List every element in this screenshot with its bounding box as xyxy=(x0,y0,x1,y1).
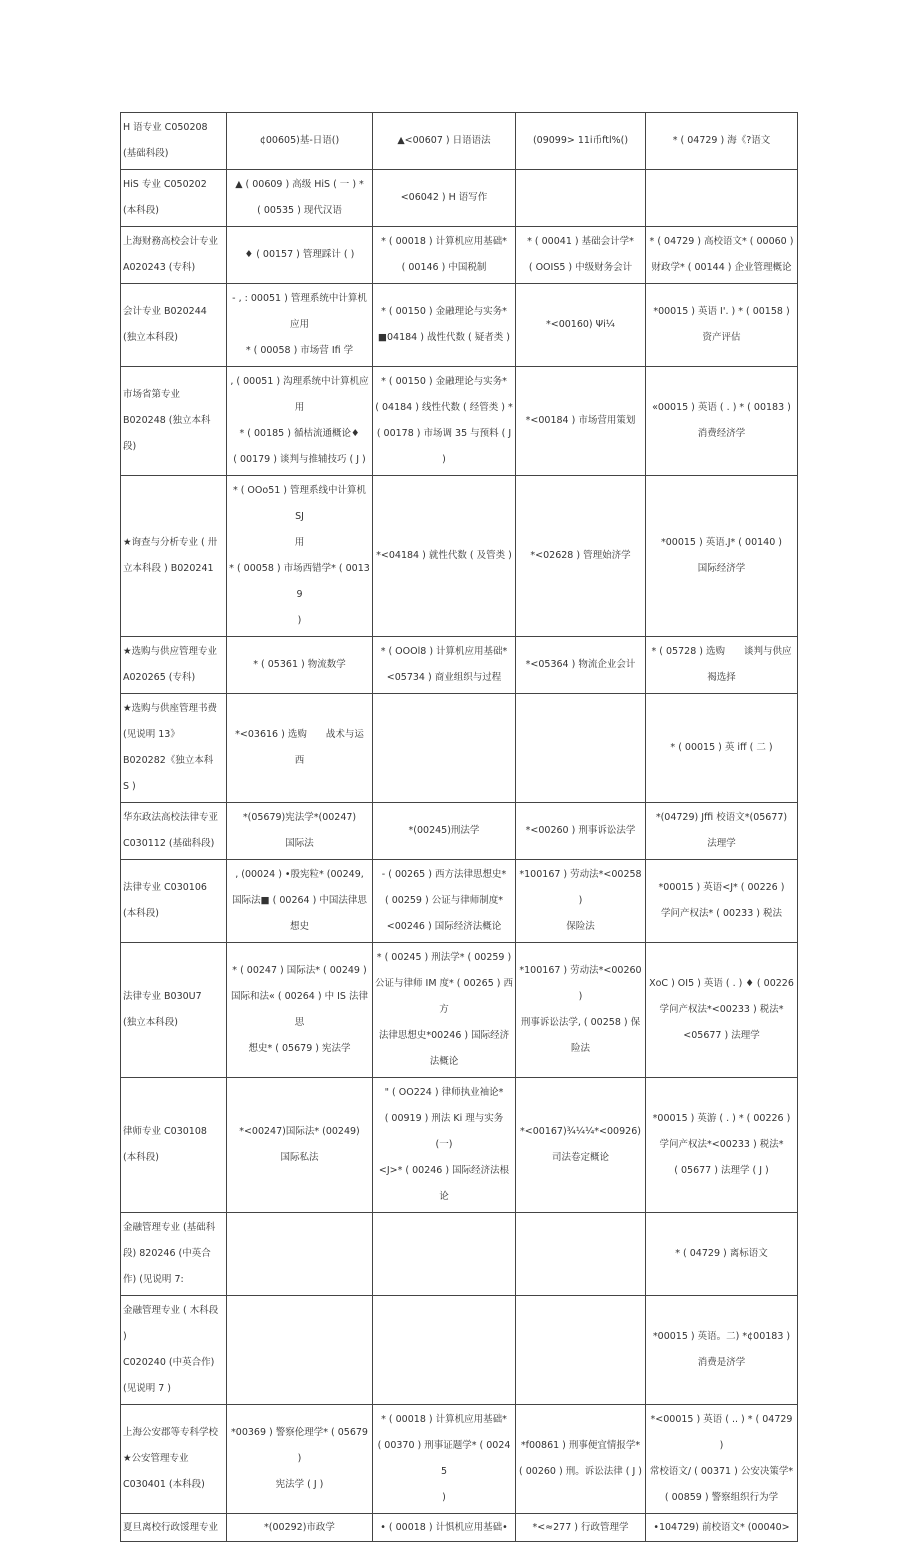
cell-line: * ( 05361 ) 物流数学 xyxy=(253,659,346,670)
course-cell xyxy=(646,367,798,476)
cell-line: ( 00260 ) 刑。诉讼法律 ( J ) xyxy=(519,1466,642,1477)
course-cell xyxy=(227,1213,373,1296)
cell-line: *00015 ) 英语。二) *¢00183 ) xyxy=(652,1331,791,1342)
course-cell xyxy=(646,1514,798,1542)
course-cell xyxy=(646,1296,798,1405)
course-cell xyxy=(227,1514,373,1542)
cell-line: ■04184 ) 战性代数 ( 疑者类 ) xyxy=(378,332,510,343)
cell-line: 消费经济学 xyxy=(697,428,746,439)
cell-line: 保险法 xyxy=(566,921,595,932)
course-cell xyxy=(516,284,646,367)
course-cell xyxy=(516,943,646,1078)
cell-line: * ( 04729 ) 离标语文 xyxy=(675,1248,768,1259)
course-cell xyxy=(646,803,798,860)
cell-line: (见说明 13》 xyxy=(123,729,180,740)
table-row xyxy=(121,1405,798,1514)
cell-line: HiS 专业 C050202 xyxy=(123,179,207,190)
cell-line: ( 00859 ) 警察组织行为学 xyxy=(664,1492,779,1503)
cell-line: 学问产权法* ( 00233 ) 税法 xyxy=(661,908,782,919)
course-cell xyxy=(227,170,373,227)
cell-line: ( 00179 ) 谈判与推辅技巧 ( J ) xyxy=(233,454,366,465)
program-cell xyxy=(121,943,227,1078)
course-cell xyxy=(373,943,516,1078)
program-cell xyxy=(121,860,227,943)
course-cell xyxy=(646,1078,798,1213)
cell-line: (见说明 7 ) xyxy=(123,1383,171,1394)
cell-line: (本科段) xyxy=(123,1152,159,1163)
course-cell xyxy=(516,1514,646,1542)
table-row xyxy=(121,170,798,227)
cell-line: 作) (见说明 7: xyxy=(123,1274,184,1285)
cell-line: * ( 00058 ) 市场营 Ifi 学 xyxy=(245,345,354,356)
cell-line: A020265 (专科) xyxy=(123,672,196,683)
cell-line: , ( 00051 ) 沟理系统中计算机应用 xyxy=(230,376,369,413)
cell-line: ★公安管理专业 xyxy=(123,1453,189,1464)
cell-line: *<00260 ) 刑事诉讼法学 xyxy=(525,825,636,836)
cell-line: * ( 04729 ) 高校语文* ( 00060 ) xyxy=(649,236,794,247)
program-cell xyxy=(121,803,227,860)
cell-line: ) xyxy=(297,615,302,626)
cell-line: 学问产权法*<00233 ) 税法* xyxy=(659,1004,784,1015)
course-cell xyxy=(516,113,646,170)
cell-line: 金融管理专业 ( 木科段 ) xyxy=(123,1305,222,1342)
cell-line: ★选购与供应管理专业 xyxy=(123,646,218,657)
table-row xyxy=(121,1514,798,1542)
program-cell xyxy=(121,367,227,476)
cell-line: , (00024 ) •殷宪粒* (00249, xyxy=(235,869,364,880)
cell-line: 财政学* ( 00144 ) 企业管理概论 xyxy=(651,262,792,273)
course-cell xyxy=(227,803,373,860)
cell-line: *00369 ) 警察伦理学* ( 05679 ) xyxy=(231,1427,371,1464)
cell-line: 华东政法高校法律专亚 xyxy=(123,812,219,823)
course-cell xyxy=(373,367,516,476)
cell-line: 国际私法 xyxy=(280,1152,319,1163)
program-cell xyxy=(121,284,227,367)
cell-line: 国际和法« ( 00264 ) 中 IS 法律思 xyxy=(231,991,368,1028)
course-table xyxy=(120,112,798,1542)
cell-line: *(04729) Jffi 校语文*(05677) xyxy=(655,812,788,823)
cell-line: 律师专业 C030108 xyxy=(123,1126,207,1137)
cell-line: (本科段) xyxy=(123,908,159,919)
cell-line: *00015 ) 英语.J* ( 00140 ) xyxy=(661,537,782,548)
course-cell xyxy=(516,1296,646,1405)
cell-line: *100167 ) 劳动法*<00258 ) xyxy=(519,869,645,906)
course-cell xyxy=(516,694,646,803)
cell-line: (09099> 11i币ftl%() xyxy=(532,135,629,146)
table-row xyxy=(121,943,798,1078)
cell-line: *00015 ) 英游 ( . ) * ( 00226 ) xyxy=(652,1113,791,1124)
program-cell xyxy=(121,170,227,227)
cell-line: *f00861 ) 刑事便宜情报学* xyxy=(520,1440,641,1451)
table-row xyxy=(121,637,798,694)
program-cell xyxy=(121,1213,227,1296)
course-cell xyxy=(516,476,646,637)
table-row xyxy=(121,113,798,170)
program-cell xyxy=(121,113,227,170)
course-cell xyxy=(373,113,516,170)
cell-line: - , : 00051 ) 管理系统中计算机应用 xyxy=(232,293,367,330)
cell-line: S ) xyxy=(123,781,136,792)
course-cell xyxy=(373,637,516,694)
cell-line: *<00160) Ψi¼ xyxy=(546,319,615,330)
cell-line: 国际经济学 xyxy=(697,563,746,574)
cell-line: • ( 00018 ) 计惧机应用基础• xyxy=(380,1521,508,1533)
course-cell xyxy=(646,1213,798,1296)
course-cell xyxy=(373,1213,516,1296)
table-row xyxy=(121,284,798,367)
course-cell xyxy=(646,637,798,694)
cell-line: 法理学 xyxy=(707,838,736,849)
cell-line: 国际法■ ( 00264 ) 中国法律思 xyxy=(232,895,367,906)
cell-line: A020243 (专科) xyxy=(123,262,196,273)
course-cell xyxy=(373,1078,516,1213)
cell-line: 段) 820246 (中英合 xyxy=(123,1248,211,1259)
cell-line: * ( 04729 ) 海《?语文 xyxy=(672,135,771,146)
cell-line: *00015 ) 英语<J* ( 00226 ) xyxy=(658,882,785,893)
table-row xyxy=(121,476,798,637)
cell-line: ( OOIS5 ) 中级财务会计 xyxy=(528,262,633,273)
cell-line: * ( 00150 ) 金融理论与实务* xyxy=(381,376,507,387)
cell-line: 段) xyxy=(123,441,137,452)
program-cell xyxy=(121,227,227,284)
course-cell xyxy=(227,1405,373,1514)
cell-line: •104729) 前校语文* (00040> xyxy=(653,1521,790,1533)
course-cell xyxy=(646,170,798,227)
course-cell xyxy=(646,284,798,367)
cell-line: 上海财務高校会计专业 xyxy=(123,236,219,247)
course-cell xyxy=(227,860,373,943)
course-cell xyxy=(516,1078,646,1213)
course-cell xyxy=(516,803,646,860)
cell-line: (基础科段) xyxy=(123,148,169,159)
cell-line: 法概论 xyxy=(429,1056,459,1067)
cell-line: XoC ) OI5 ) 英语 ( . ) ♦ ( 00226 xyxy=(649,978,794,989)
cell-line: *<00184 ) 市场营用策划 xyxy=(525,415,636,426)
cell-line: C020240 (中英合作) xyxy=(123,1357,215,1368)
cell-line: (本科段) xyxy=(123,205,159,216)
cell-line: ▲ ( 00609 ) 高级 HiS ( 一 ) * xyxy=(235,179,364,190)
course-cell xyxy=(373,1296,516,1405)
cell-line: 论 xyxy=(439,1191,449,1202)
cell-line: 褐选择 xyxy=(707,672,736,683)
cell-line: *(00245)刑法学 xyxy=(408,825,480,836)
cell-line: 法律专业 C030106 xyxy=(123,882,207,893)
cell-line: <06042 ) H 语写作 xyxy=(400,192,488,203)
cell-line: * ( 00015 ) 英 iff ( 二 ) xyxy=(670,742,773,753)
cell-line: * ( 00245 ) 刑法学* ( 00259 ) xyxy=(376,952,512,963)
cell-line: 法律思想史*00246 ) 国际经济 xyxy=(378,1030,510,1041)
cell-line: <00246 ) 国际经济法概论 xyxy=(386,921,502,932)
cell-line: 金融管理专业 (基础科 xyxy=(123,1222,216,1233)
cell-line: * ( 00058 ) 市场西错学* ( 00139 xyxy=(229,563,370,600)
cell-line: B020282《独立本科 xyxy=(123,755,214,766)
cell-line: ( 04184 ) 线性代数 ( 经管类 ) * xyxy=(375,402,513,413)
course-cell xyxy=(373,860,516,943)
course-cell xyxy=(646,113,798,170)
course-cell xyxy=(516,637,646,694)
table-row xyxy=(121,803,798,860)
cell-line: * ( 00247 ) 国际法* ( 00249 ) xyxy=(232,965,367,976)
cell-line: ¢00605)基-日语() xyxy=(259,135,340,146)
cell-line: 西 xyxy=(294,755,305,766)
course-cell xyxy=(227,1296,373,1405)
cell-line: 消费是济学 xyxy=(697,1357,746,1368)
cell-line: *<03616 ) 选购 战术与运 xyxy=(235,729,364,740)
course-cell xyxy=(646,227,798,284)
cell-line: <05734 ) 商业组织与过程 xyxy=(386,672,502,683)
course-cell xyxy=(373,227,516,284)
cell-line: (独立本科段) xyxy=(123,1017,178,1028)
cell-line: <J>* ( 00246 ) 国际经济法根 xyxy=(378,1165,510,1176)
cell-line: *<00247)国际法* (00249) xyxy=(239,1126,360,1137)
table-row xyxy=(121,860,798,943)
cell-line: * ( 00018 ) 计算机应用基础* xyxy=(381,236,507,247)
program-cell xyxy=(121,637,227,694)
cell-line: 常校语文/ ( 00371 ) 公安决策学* xyxy=(649,1466,794,1477)
cell-line: 资产评估 xyxy=(702,332,741,343)
table-row xyxy=(121,1078,798,1213)
course-cell xyxy=(227,367,373,476)
cell-line: * ( 05728 ) 选购 谈判与供应 xyxy=(651,646,792,657)
program-cell xyxy=(121,1078,227,1213)
course-cell xyxy=(373,1405,516,1514)
cell-line: B020248 (独立本科 xyxy=(123,415,211,426)
course-cell xyxy=(646,943,798,1078)
cell-line: 夏旦离校行政馁理专业 xyxy=(123,1521,219,1533)
course-cell xyxy=(227,1078,373,1213)
course-cell xyxy=(373,1514,516,1542)
course-cell xyxy=(516,1405,646,1514)
course-cell xyxy=(227,284,373,367)
course-cell xyxy=(646,476,798,637)
program-cell xyxy=(121,694,227,803)
cell-line: * ( OOOl8 ) 计算机应用基础* xyxy=(380,646,508,657)
cell-line: ( 00259 ) 公证与律师制度* xyxy=(385,895,503,906)
cell-line: 市场省第专业 xyxy=(123,389,181,400)
cell-line: ★选购与供座管理书费 xyxy=(123,703,218,714)
program-cell xyxy=(121,1514,227,1542)
cell-line: 刑事诉讼法学, ( 00258 ) 保 xyxy=(520,1017,641,1028)
course-cell xyxy=(646,860,798,943)
cell-line: (独立本科段) xyxy=(123,332,178,343)
cell-line: ( 00370 ) 刑事证题学* ( 00245 xyxy=(377,1440,511,1477)
course-cell xyxy=(373,284,516,367)
cell-line: ( 00535 ) 现代汉语 xyxy=(257,205,342,216)
cell-line: *<04184 ) 就性代数 ( 及管类 ) xyxy=(376,550,512,561)
cell-line: * ( OOo51 ) 管理系线中计算机 SJ xyxy=(232,485,370,522)
table-row xyxy=(121,694,798,803)
cell-line: *00015 ) 英语 I'. ) * ( 00158 ) xyxy=(653,306,790,317)
cell-line: *(00292)市政学 xyxy=(264,1521,335,1533)
course-cell xyxy=(373,694,516,803)
cell-line: 想史* ( 05679 ) 宪法学 xyxy=(248,1043,351,1054)
cell-line: - ( 00265 ) 西方法律思想史* xyxy=(381,869,507,880)
course-cell xyxy=(516,227,646,284)
course-cell xyxy=(227,113,373,170)
cell-line: *<≈277 ) 行政管理学 xyxy=(532,1521,629,1533)
course-cell xyxy=(227,943,373,1078)
cell-line: 会计专业 B020244 xyxy=(123,306,207,317)
cell-line: *<05364 ) 物流企业会计 xyxy=(525,659,636,670)
course-cell xyxy=(373,803,516,860)
cell-line: * ( 00041 ) 基础会计学* xyxy=(527,236,634,247)
cell-line: * ( 00150 ) 金融理论与实务* xyxy=(381,306,507,317)
course-cell xyxy=(227,227,373,284)
course-cell xyxy=(373,170,516,227)
cell-line: 立本科段 ) B020241 xyxy=(123,563,214,574)
program-cell xyxy=(121,1405,227,1514)
cell-line: 险法 xyxy=(570,1043,590,1054)
cell-line: C030112 (基础科段) xyxy=(123,838,215,849)
course-cell xyxy=(516,367,646,476)
course-table-body xyxy=(121,113,798,1542)
cell-line: 用 xyxy=(294,537,305,548)
cell-line: *<02628 ) 管理始济学 xyxy=(530,550,631,561)
cell-line: " ( OO224 ) 律师执业袖论* xyxy=(384,1087,504,1098)
cell-line: 法律专业 B030U7 xyxy=(123,991,202,1002)
cell-line: *(05679)宪法学*(00247) xyxy=(242,812,357,823)
cell-line: ♦ ( 00157 ) 管理踩计 ( ) xyxy=(244,249,355,260)
cell-line: H 语专业 C050208 xyxy=(123,122,208,133)
cell-line: * ( 00185 ) 循枯流通概论♦ xyxy=(239,428,360,439)
cell-line: ( 00178 ) 市场调 35 与预料 ( J ) xyxy=(376,428,515,465)
cell-line: ( 00146 ) 中国税制 xyxy=(401,262,487,273)
table-row xyxy=(121,1213,798,1296)
cell-line: <05677 ) 法理学 xyxy=(683,1030,760,1041)
course-cell xyxy=(373,476,516,637)
course-cell xyxy=(516,1213,646,1296)
cell-line: «00015 ) 英语 ( . ) * ( 00183 ) xyxy=(652,402,791,413)
cell-line: 国际法 xyxy=(285,838,314,849)
cell-line: ( 00919 ) 刑法 Ki 理与实务 (一) xyxy=(384,1113,507,1150)
cell-line: ( 05677 ) 法理学 ( J ) xyxy=(674,1165,769,1176)
cell-line: 学问产权法*<00233 ) 税法* xyxy=(659,1139,784,1150)
cell-line: *<00167)¾¼¼*<00926) xyxy=(520,1126,641,1137)
cell-line: ) xyxy=(442,1492,446,1503)
cell-line: *100167 ) 劳动法*<00260 ) xyxy=(519,965,645,1002)
course-cell xyxy=(516,860,646,943)
program-cell xyxy=(121,476,227,637)
table-row xyxy=(121,227,798,284)
course-cell xyxy=(227,694,373,803)
table-row xyxy=(121,367,798,476)
course-cell xyxy=(227,637,373,694)
course-cell xyxy=(646,694,798,803)
course-cell xyxy=(227,476,373,637)
cell-line: 宪法学 ( J ) xyxy=(275,1479,324,1490)
table-row xyxy=(121,1296,798,1405)
program-cell xyxy=(121,1296,227,1405)
cell-line: 司法卷定概论 xyxy=(551,1152,609,1163)
cell-line: 公证与律师 IM 度* ( 00265 ) 西方 xyxy=(375,978,514,1015)
cell-line: 上海公安郡等专科学校 xyxy=(123,1427,219,1438)
cell-line: ★询查与分析专业 ( 卅 xyxy=(123,537,218,548)
cell-line: 想史 xyxy=(289,921,309,932)
cell-line: *<00015 ) 英语 ( .. ) * ( 04729 ) xyxy=(650,1414,796,1451)
course-cell xyxy=(646,1405,798,1514)
course-cell xyxy=(516,170,646,227)
cell-line: * ( 00018 ) 计算机应用基础* xyxy=(381,1414,507,1425)
cell-line: C030401 (本科段) xyxy=(123,1479,205,1490)
cell-line: ▲<00607 ) 日语语法 xyxy=(397,135,491,146)
